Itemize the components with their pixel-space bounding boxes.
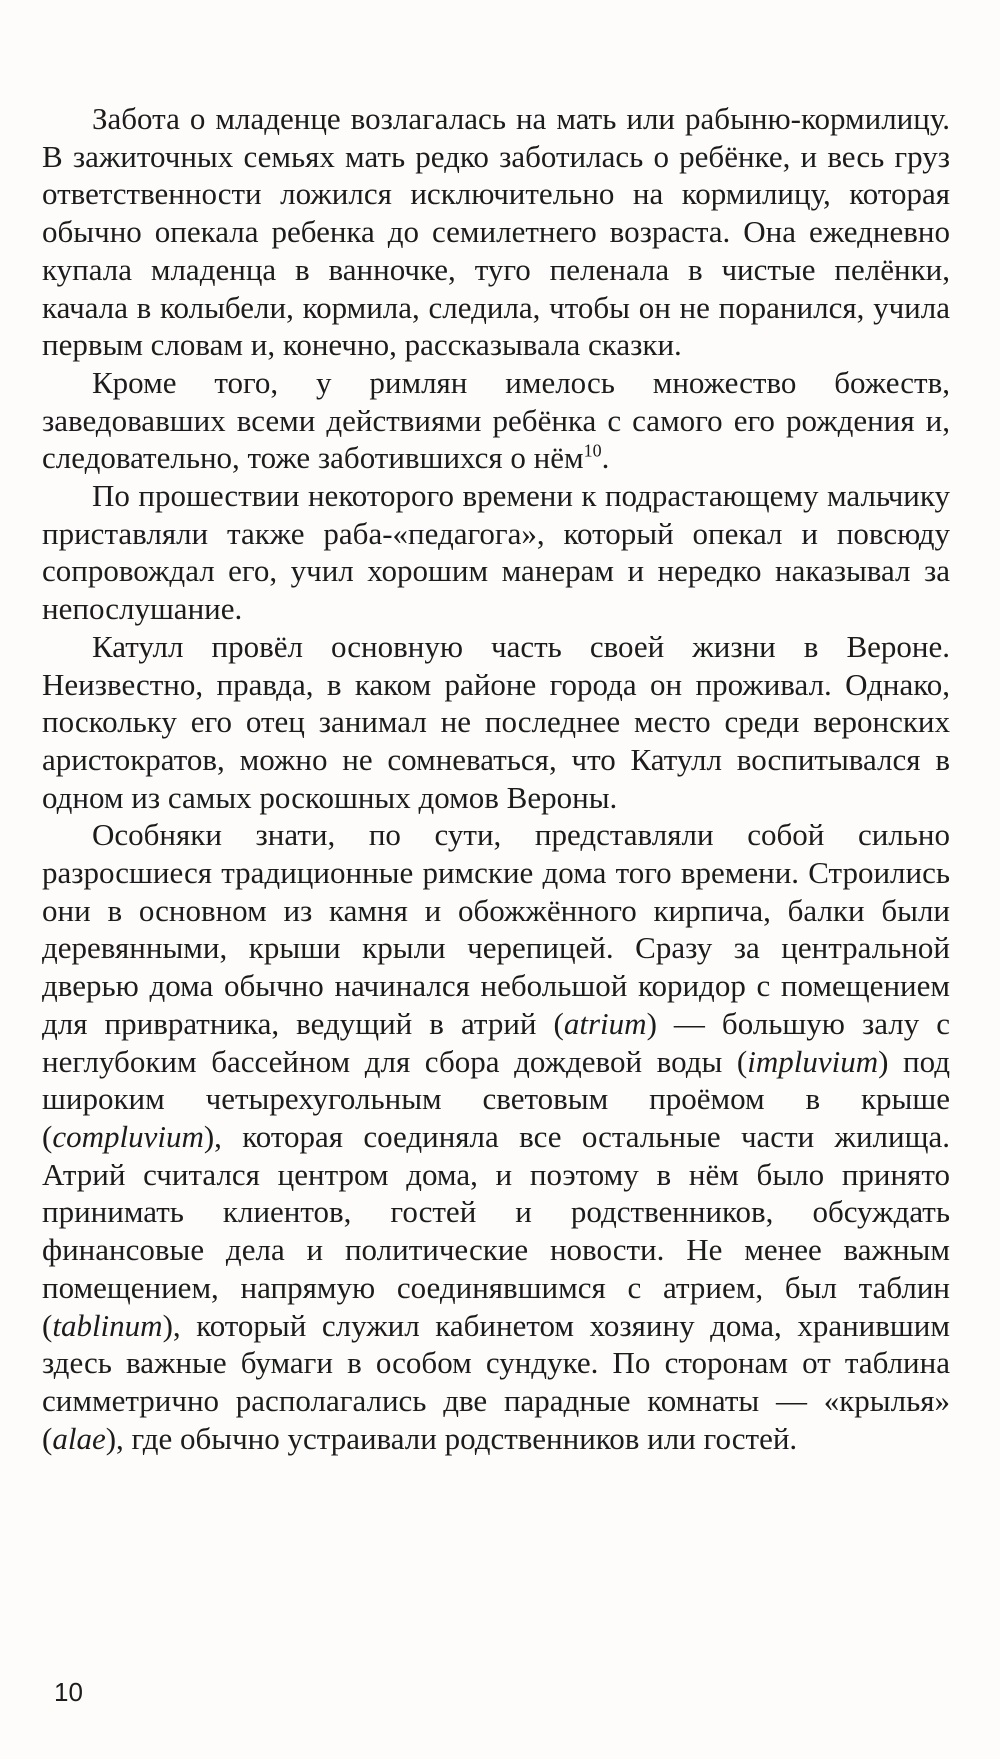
page-number: 10 [54, 1677, 83, 1707]
body-text [42, 100, 950, 1457]
text-segment: ) под широким четырехугольным световым проёмом в крыше ( [42, 1043, 951, 1154]
latin-term-atrium: atrium [563, 1005, 647, 1041]
paragraph-pedagogue [42, 477, 950, 628]
latin-term-tablinum: tablinum [52, 1307, 163, 1343]
paragraph-text: По прошествии некоторого времени к подрастающему мальчику приставляли также раба-«педагога», который опекал и повсюду сопровождал его, учил хорошим манерам и нередко наказывал за непослушание. [42, 478, 950, 627]
paragraph-text: Забота о младенце возлагалась на мать или рабыню-кормилицу. В зажиточных семьях мать редко заботилась о ребёнке, и весь груз ответственности ложился исключительно на кормилицу, которая обычно опекала ребенка до семилетнего возраста. Она ежедневно купала младенца в ванночке, туго пеленала в чистые пелёнки, качала в колыбели, кормила, следила, чтобы он не поранился, учила первым словам и, конечно, рассказывала сказки. [42, 101, 950, 363]
paragraph-tail: . [601, 440, 610, 476]
text-segment: ), который служил кабинетом хозяину дома, хранившим здесь важные бумаги в особом сундуке. По сторонам от таблина симметрично располагались две парадные комнаты — «крылья» ( [42, 1307, 950, 1456]
paragraph-mansions [42, 816, 950, 1457]
paragraph-text: Катулл провёл основную часть своей жизни в Вероне. Неизвестно, правда, в каком районе города он проживал. Однако, поскольку его отец занимал не последнее место среди веронских аристократов, можно не сомневаться, что Катулл воспитывался в одном из самых роскошных домов Вероны. [42, 628, 950, 815]
paragraph-text: Кроме того, у римлян имелось множество божеств, заведовавших всеми действиями ребёнка с самого его рождения и, следовательно, тоже заботившихся о нём [42, 364, 950, 476]
paragraph-deities [42, 364, 950, 477]
latin-term-impluvium: impluvium [747, 1043, 879, 1079]
text-segment: ), где обычно устраивали родственников или гостей. [105, 1420, 798, 1456]
paragraph-verona [42, 628, 950, 817]
text-segment: ), которая соединяла все остальные части жилища. Атрий считался центром дома, и поэтому в нём было принято принимать клиентов, гостей и родственников, обсуждать финансовые дела и политические новости. Не менее важным помещением, напрямую соединявшимся с атрием, был таблин ( [42, 1118, 950, 1343]
text-segment: Особняки знати, по сути, представляли собой сильно разросшиеся традиционные римские дома того времени. Строились они в основном из камня и обожжённого кирпича, балки были деревянными, крыши крыли черепицей. Сразу за центральной дверью дома обычно начинался небольшой коридор с помещением для привратника, ведущий в атрий ( [42, 817, 950, 1041]
text-segment: ) — большую залу с неглубоким бассейном для сбора дождевой воды ( [42, 1005, 950, 1079]
paragraph-nurse [42, 100, 950, 364]
footnote-reference: 10 [583, 441, 602, 461]
latin-term-compluvium: compluvium [52, 1118, 204, 1154]
latin-term-alae: alae [52, 1420, 106, 1456]
